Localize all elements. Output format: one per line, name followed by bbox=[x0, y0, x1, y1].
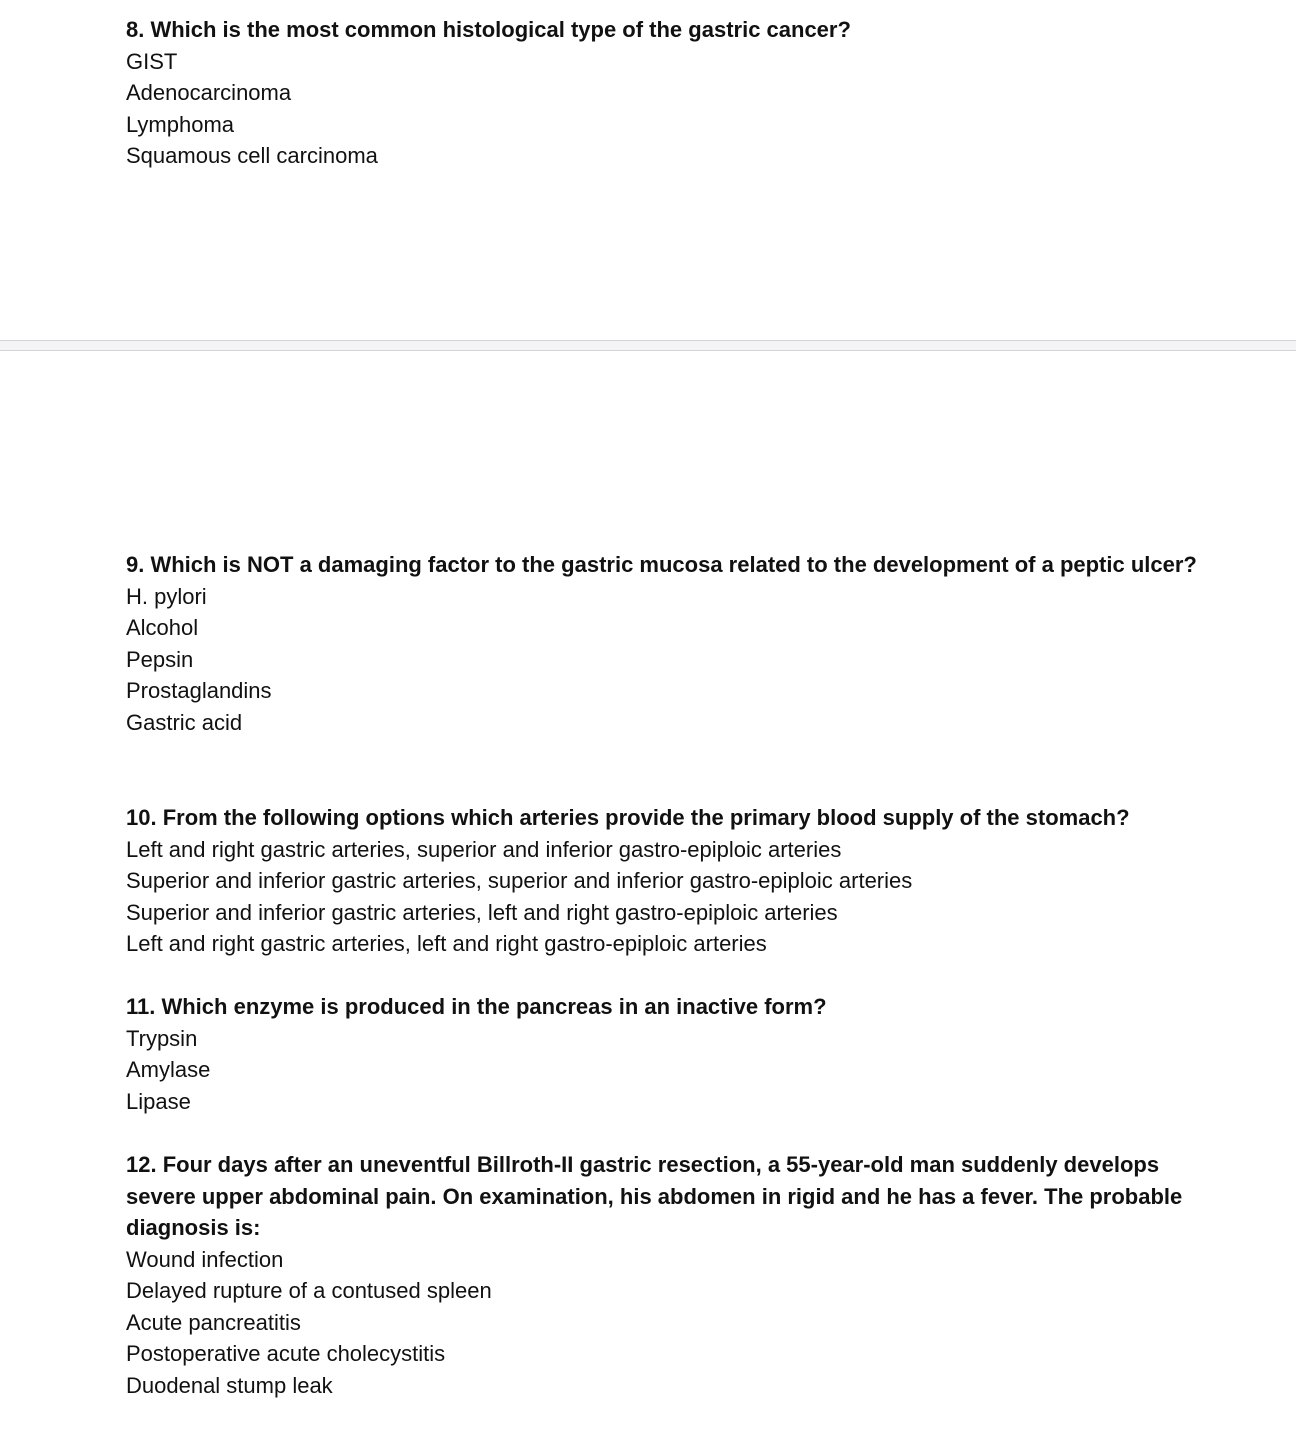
question-11 bbox=[126, 991, 1206, 1117]
answer-option: Left and right gastric arteries, left and right gastro-epiploic arteries bbox=[126, 931, 767, 956]
answer-option: Alcohol bbox=[126, 615, 199, 640]
answer-option: H. pylori bbox=[126, 583, 207, 609]
answer-option: Lymphoma bbox=[126, 111, 235, 137]
answer-option: Duodenal stump leak bbox=[126, 1372, 333, 1398]
answer-options bbox=[126, 1244, 1206, 1402]
answer-option: GIST bbox=[126, 48, 178, 74]
page-break bbox=[0, 340, 1296, 351]
answer-option: Superior and inferior gastric arteries, superior and inferior gastro-epiploic arteries bbox=[126, 868, 913, 893]
document-page-1 bbox=[0, 0, 1296, 340]
answer-options bbox=[126, 581, 1206, 739]
question-12 bbox=[126, 1149, 1206, 1401]
question-text: 10. From the following options which arteries provide the primary blood supply of the stomach? bbox=[126, 805, 1130, 830]
answer-option: Postoperative acute cholecystitis bbox=[126, 1341, 446, 1366]
answer-option: Amylase bbox=[126, 1057, 211, 1082]
answer-option: Lipase bbox=[126, 1088, 191, 1114]
answer-option: Left and right gastric arteries, superior and inferior gastro-epiploic arteries bbox=[126, 836, 842, 862]
question-text: 12. Four days after an uneventful Billroth-II gastric resection, a 55-year-old man suddenly develops severe upper abdominal pain. On examination, his abdomen in rigid and he has a fever. The probable diagnosis is: bbox=[126, 1152, 1183, 1240]
answer-option: Trypsin bbox=[126, 1025, 198, 1051]
question-text: 8. Which is the most common histological type of the gastric cancer? bbox=[126, 17, 851, 42]
document-page-2 bbox=[0, 351, 1296, 1430]
answer-options bbox=[126, 1023, 1206, 1118]
question-text: 9. Which is NOT a damaging factor to the gastric mucosa related to the development of a peptic ulcer? bbox=[126, 552, 1197, 577]
answer-option: Adenocarcinoma bbox=[126, 80, 292, 105]
question-8 bbox=[126, 14, 1206, 172]
answer-option: Prostaglandins bbox=[126, 678, 272, 703]
answer-options bbox=[126, 834, 1206, 960]
answer-option: Gastric acid bbox=[126, 709, 243, 735]
answer-option: Delayed rupture of a contused spleen bbox=[126, 1278, 492, 1303]
question-10 bbox=[126, 802, 1206, 960]
answer-option: Superior and inferior gastric arteries, left and right gastro-epiploic arteries bbox=[126, 899, 838, 925]
answer-option: Squamous cell carcinoma bbox=[126, 143, 378, 168]
answer-option: Pepsin bbox=[126, 646, 194, 672]
question-9 bbox=[126, 549, 1206, 738]
answer-options bbox=[126, 46, 1206, 172]
answer-option: Acute pancreatitis bbox=[126, 1309, 301, 1335]
answer-option: Wound infection bbox=[126, 1246, 284, 1272]
question-text: 11. Which enzyme is produced in the pancreas in an inactive form? bbox=[126, 994, 827, 1019]
